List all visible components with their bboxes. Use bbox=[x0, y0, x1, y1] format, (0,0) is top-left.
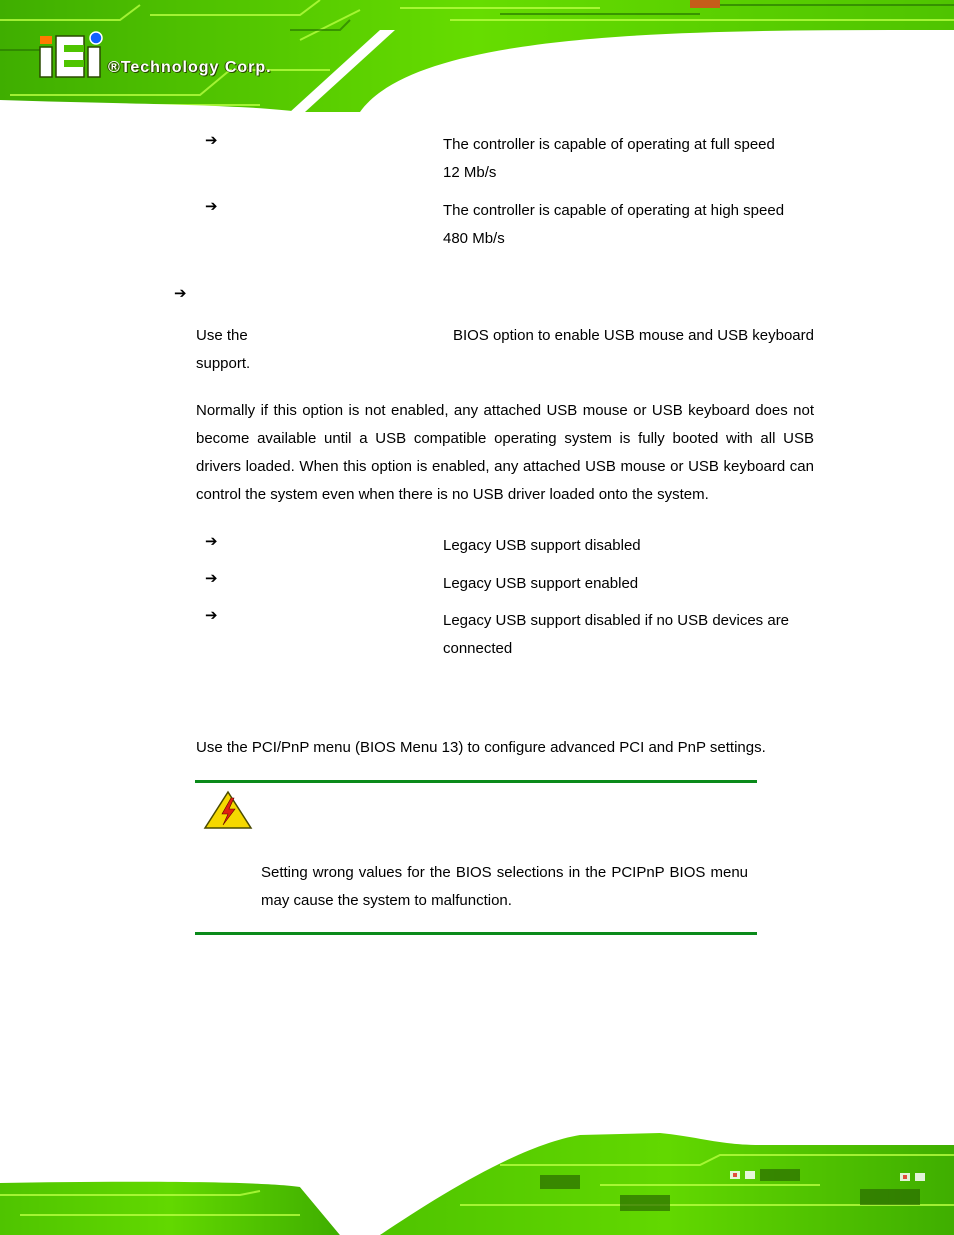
bullet-arrow-icon: ➔ bbox=[205, 198, 218, 215]
bullet-arrow-icon: ➔ bbox=[205, 570, 218, 587]
option-description-line: connected bbox=[443, 640, 513, 657]
company-name: ®Technology Corp. bbox=[108, 59, 272, 76]
option-description-line: Legacy USB support disabled bbox=[443, 537, 641, 554]
option-description-line: The controller is capable of operating at high speed bbox=[443, 202, 785, 219]
warning-text: Setting wrong values for the BIOS selections in the PCIPnP BIOS menu may cause the system to malfunction. bbox=[261, 864, 748, 909]
page-footer bbox=[0, 1125, 954, 1235]
option-description-line: Legacy USB support disabled if no USB devices are bbox=[443, 612, 790, 629]
option-description-line: The controller is capable of operating at full speed bbox=[443, 136, 775, 153]
bullet-arrow-icon: ➔ bbox=[205, 533, 218, 550]
intro-text-right: BIOS option to enable USB mouse and USB keyboard bbox=[452, 327, 814, 344]
footer-circuit-background bbox=[0, 1125, 954, 1235]
option-description-line: 12 Mb/s bbox=[443, 164, 497, 181]
pcipnp-intro: Use the PCI/PnP menu (BIOS Menu 13) to configure advanced PCI and PnP settings. bbox=[196, 739, 766, 756]
bullet-arrow-icon: ➔ bbox=[205, 607, 218, 624]
legacy-usb-paragraph: Normally if this option is not enabled, any attached USB mouse or USB keyboard does not become available until a USB compatible operating system is fully booted with all USB drivers loaded. When this option is enabled, any attached USB mouse or USB keyboard can control the system even when there is no USB driver loaded onto the system. bbox=[196, 402, 814, 503]
warning-top-rule bbox=[195, 780, 757, 783]
option-description-line: 480 Mb/s bbox=[443, 230, 505, 247]
warning-triangle-icon bbox=[203, 790, 253, 830]
section-arrow-icon: ➔ bbox=[174, 285, 187, 302]
option-description-line: Legacy USB support enabled bbox=[443, 575, 639, 592]
intro-text-left: Use the bbox=[196, 327, 248, 344]
bullet-arrow-icon: ➔ bbox=[205, 132, 218, 149]
warning-bottom-rule bbox=[195, 932, 757, 935]
intro-text-end: support. bbox=[196, 355, 251, 372]
page-header bbox=[0, 0, 954, 112]
